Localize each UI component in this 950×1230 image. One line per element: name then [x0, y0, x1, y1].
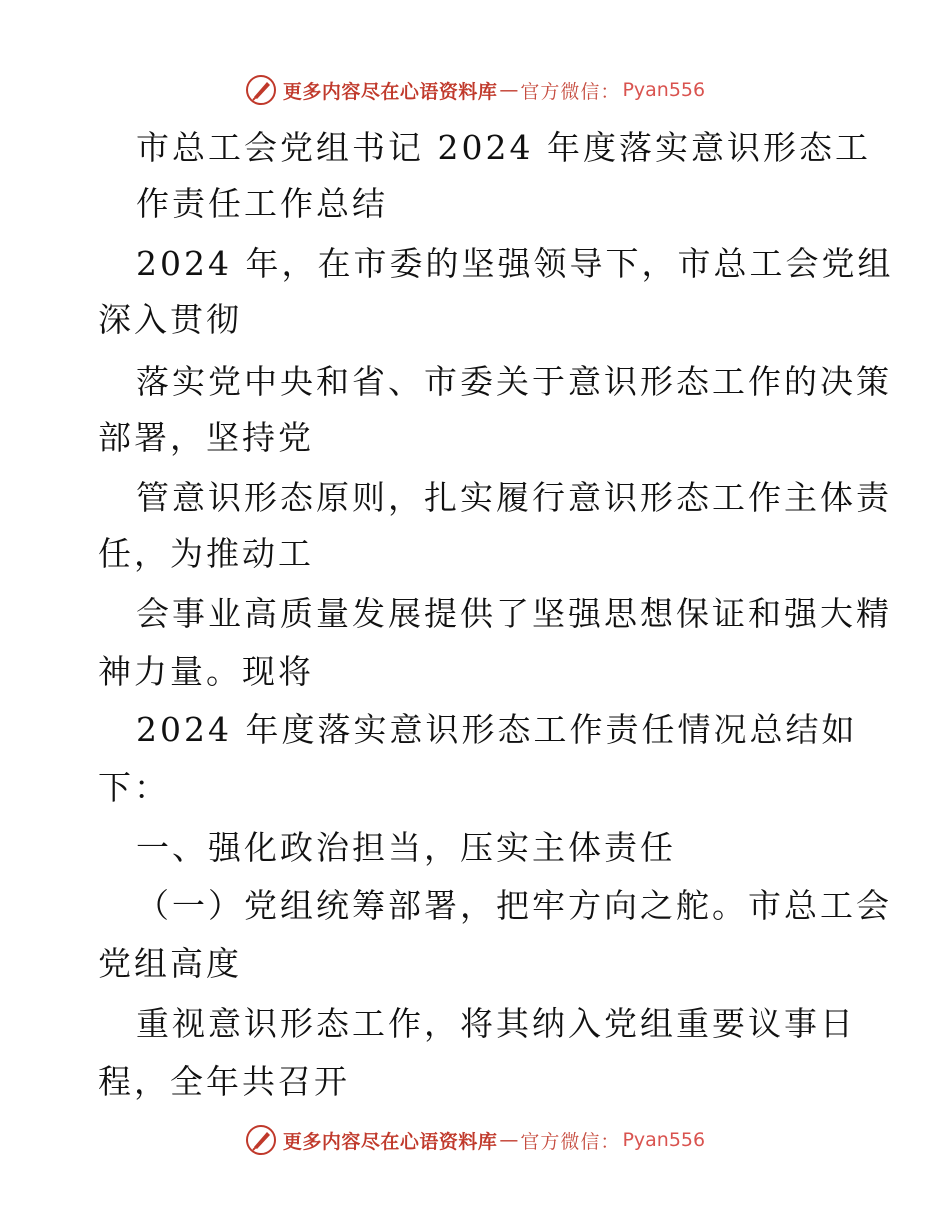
- paragraph-line: 重视意识形态工作，将其纳入党组重要议事日: [136, 1004, 856, 1043]
- paragraph-line: 会事业高质量发展提供了坚强思想保证和强大精: [136, 594, 892, 633]
- paragraph-line: 落实党中央和省、市委关于意识形态工作的决策: [136, 362, 892, 401]
- watermark-wechat-label: 官方微信：: [520, 1130, 621, 1153]
- feather-pen-logo-icon: [245, 74, 277, 106]
- section-heading: 一、强化政治担当，压实主体责任: [136, 828, 676, 867]
- feather-pen-logo-icon: [245, 1124, 277, 1156]
- paragraph-line: 部署，坚持党: [98, 418, 314, 457]
- paragraph-line: 2024 年度落实意识形态工作责任情况总结如: [136, 710, 858, 749]
- watermark-main-text: 更多内容尽在心语资料库: [282, 1130, 498, 1153]
- paragraph-line: 神力量。现将: [98, 652, 314, 691]
- watermark-main-text: 更多内容尽在心语资料库: [282, 80, 498, 103]
- watermark-account: Pyan556: [622, 79, 706, 101]
- document-title-line-2: 作责任工作总结: [136, 184, 388, 223]
- paragraph-line: 党组高度: [98, 944, 242, 983]
- document-title-line-1: 市总工会党组书记 2024 年度落实意识形态工: [136, 128, 871, 167]
- paragraph-line: 深入贯彻: [98, 300, 242, 339]
- paragraph-line: 2024 年，在市委的坚强领导下，市总工会党组: [136, 244, 894, 283]
- paragraph-line: 下：: [98, 768, 170, 807]
- watermark-wechat-label: 官方微信：: [520, 80, 621, 103]
- paragraph-line: （一）党组统筹部署，把牢方向之舵。市总工会: [136, 886, 892, 925]
- paragraph-line: 管意识形态原则，扎实履行意识形态工作主体责: [136, 478, 892, 517]
- paragraph-line: 程，全年共召开: [98, 1062, 350, 1101]
- footer-watermark-banner: [0, 1120, 950, 1160]
- paragraph-line: 任，为推动工: [98, 534, 314, 573]
- watermark-account: Pyan556: [622, 1129, 706, 1151]
- watermark-dash: —: [499, 1129, 519, 1151]
- header-watermark-banner: [0, 70, 950, 110]
- watermark-dash: —: [499, 79, 519, 101]
